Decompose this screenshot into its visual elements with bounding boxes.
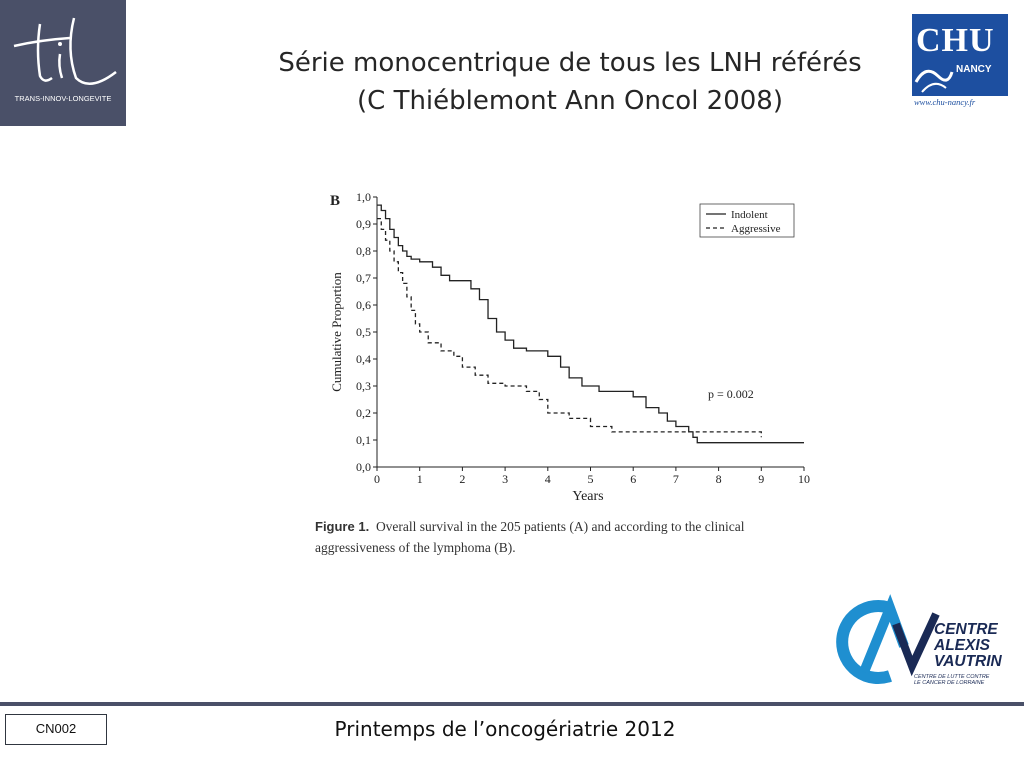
cav-logo-line1: CENTRE xyxy=(934,621,998,638)
slide-title-line2: (C Thiéblemont Ann Oncol 2008) xyxy=(357,86,783,116)
til-logo-caption: TRANS-INNOV-LONGEVITE xyxy=(14,94,112,103)
x-tick-label: 2 xyxy=(459,472,466,486)
legend-label-indolent: Indolent xyxy=(731,209,768,221)
x-tick-label: 5 xyxy=(587,472,594,486)
slide-code-box: CN002 xyxy=(5,714,107,745)
chu-logo-city: NANCY xyxy=(956,64,992,75)
x-tick-label: 8 xyxy=(715,472,722,486)
figure-caption-prefix: Figure 1. xyxy=(315,519,370,534)
chu-logo-url: www.chu-nancy.fr xyxy=(914,97,976,107)
cav-logo-line2: ALEXIS xyxy=(934,637,990,654)
series-line-indolent xyxy=(377,205,804,443)
panel-label: B xyxy=(330,193,341,209)
figure-caption-text: Overall survival in the 205 patients (A) and according to the clinical aggressiveness of the lymphoma (B). xyxy=(315,519,745,555)
y-tick-label: 0,3 xyxy=(356,379,371,393)
x-tick-label: 9 xyxy=(758,472,765,486)
til-logo xyxy=(0,0,126,126)
x-tick-label: 6 xyxy=(630,472,637,486)
x-tick-label: 3 xyxy=(502,472,509,486)
x-tick-label: 1 xyxy=(416,472,423,486)
footer-text: Printemps de l’oncogériatrie 2012 xyxy=(334,717,676,741)
chu-logo-name: CHU xyxy=(916,22,995,59)
cav-logo-sub2: LE CANCER DE LORRAINE xyxy=(914,680,985,686)
til-logo-mark xyxy=(0,0,126,126)
y-tick-label: 0,8 xyxy=(356,244,371,258)
y-tick-label: 0,1 xyxy=(356,433,371,447)
y-tick-label: 0,9 xyxy=(356,217,371,231)
series-line-aggressive xyxy=(377,219,761,438)
x-tick-label: 10 xyxy=(798,472,810,486)
slide-title xyxy=(240,44,900,120)
legend xyxy=(700,204,794,237)
footer-divider xyxy=(0,702,1024,706)
survival-figure xyxy=(310,180,830,570)
y-tick-label: 0,4 xyxy=(356,352,371,366)
chu-nancy-logo xyxy=(912,14,1008,110)
y-tick-label: 0,6 xyxy=(356,298,371,312)
x-axis-ticks xyxy=(374,467,810,486)
cav-logo-line3: VAUTRIN xyxy=(934,653,1002,670)
cav-logo-subtitle xyxy=(914,674,1009,686)
x-tick-label: 4 xyxy=(544,472,551,486)
figure-caption xyxy=(315,516,820,558)
cav-logo-sub1: CENTRE DE LUTTE CONTRE xyxy=(914,674,990,680)
centre-alexis-vautrin-logo xyxy=(830,594,1010,690)
legend-label-aggressive: Aggressive xyxy=(731,223,781,235)
y-axis-label: Cumulative Proportion xyxy=(329,272,344,392)
x-axis-label: Years xyxy=(572,489,604,504)
y-tick-label: 0,2 xyxy=(356,406,371,420)
survival-chart xyxy=(310,180,830,510)
slide-title-line1: Série monocentrique de tous les LNH référés xyxy=(278,48,862,78)
y-tick-label: 0,0 xyxy=(356,460,371,474)
y-axis-ticks xyxy=(356,190,377,474)
y-tick-label: 0,5 xyxy=(356,325,371,339)
series-layer xyxy=(377,205,804,443)
y-tick-label: 0,7 xyxy=(356,271,371,285)
x-tick-label: 0 xyxy=(374,472,380,486)
y-tick-label: 1,0 xyxy=(356,190,371,204)
chu-logo-box xyxy=(912,14,1008,96)
x-tick-label: 7 xyxy=(672,472,679,486)
p-value-annotation: p = 0.002 xyxy=(708,387,754,401)
